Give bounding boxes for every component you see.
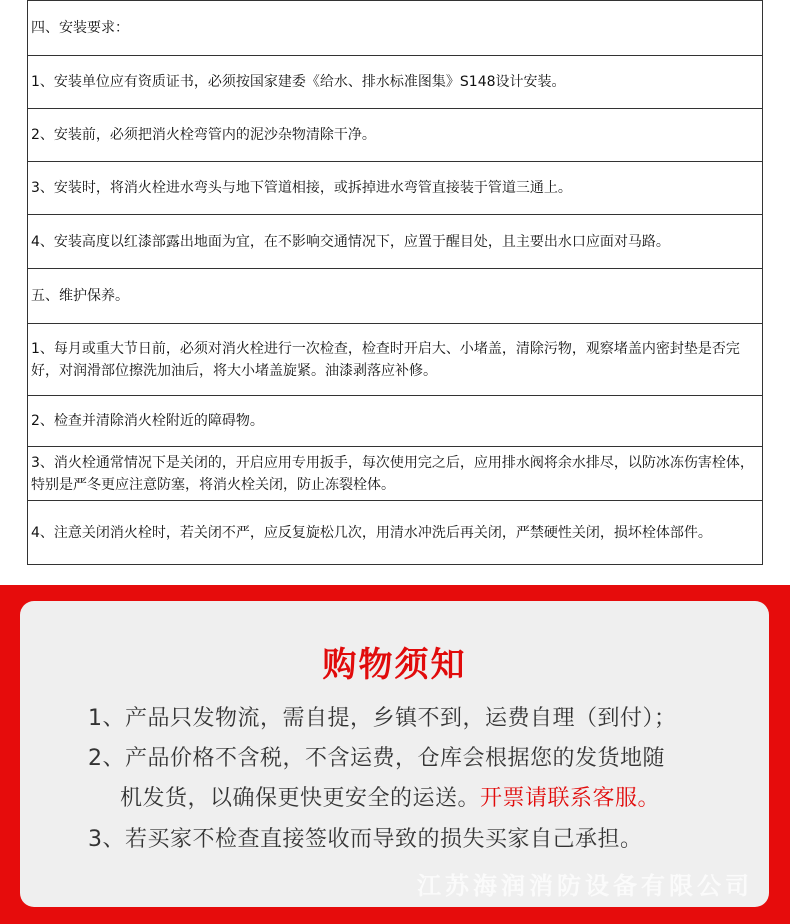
- install-item-4: 4、安装高度以红漆部露出地面为宜，在不影响交通情况下，应置于醒目处，且主要出水口应面对马路。: [28, 215, 763, 269]
- invoice-contact-highlight: 开票请联系客服。: [480, 786, 661, 811]
- notice-line-1: 1、产品只发物流，需自提，乡镇不到，运费自理（到付）；: [88, 706, 677, 731]
- table-row: [28, 396, 763, 447]
- table-row: [28, 324, 763, 396]
- table-row: [28, 56, 763, 109]
- table-row: [28, 109, 763, 162]
- notice-line-3: [120, 781, 660, 812]
- table-row: [28, 1, 763, 56]
- notice-line-2: 2、产品价格不含税，不含运费，仓库会根据您的发货地随: [88, 746, 665, 771]
- spec-table: [27, 0, 763, 565]
- maintenance-item-3: 3、消火栓通常情况下是关闭的，开启应用专用扳手，每次使用完之后，应用排水阀将余水排尽，以防冰冻伤害栓体，特别是严冬更应注意防塞，将消火栓关闭，防止冻裂栓体。: [28, 447, 763, 501]
- install-item-1: 1、安装单位应有资质证书，必须按国家建委《给水、排水标准图集》S148设计安装。: [28, 56, 763, 109]
- table-row: [28, 162, 763, 215]
- table-row: [28, 501, 763, 565]
- table-row: [28, 215, 763, 269]
- maintenance-item-4: 4、注意关闭消火栓时，若关闭不严，应反复旋松几次，用清水冲洗后再关闭，严禁硬性关闭，损坏栓体部件。: [28, 501, 763, 565]
- notice-line-4: 3、若买家不检查直接签收而导致的损失买家自己承担。: [88, 827, 643, 852]
- install-item-3: 3、安装时，将消火栓进水弯头与地下管道相接，或拆掉进水弯管直接装于管道三通上。: [28, 162, 763, 215]
- table-row: [28, 269, 763, 324]
- company-watermark: 江苏海润消防设备有限公司: [417, 872, 753, 900]
- maintenance-item-2: 2、检查并清除消火栓附近的障碍物。: [28, 396, 763, 447]
- table-row: [28, 447, 763, 501]
- shopping-notice-banner: [0, 585, 790, 924]
- maintenance-heading: 五、维护保养。: [28, 269, 763, 324]
- install-item-2: 2、安装前，必须把消火栓弯管内的泥沙杂物清除干净。: [28, 109, 763, 162]
- notice-title: 购物须知: [322, 645, 467, 685]
- notice-line-3-text: 机发货，以确保更快更安全的运送。: [120, 786, 481, 811]
- shopping-notice-card: [20, 601, 769, 907]
- maintenance-item-1: 1、每月或重大节日前，必须对消火栓进行一次检查，检查时开启大、小堵盖，清除污物，观察堵盖内密封垫是否完好，对润滑部位擦洗加油后，将大小堵盖旋紧。油漆剥落应补修。: [28, 324, 763, 396]
- install-heading: 四、安装要求：: [28, 1, 763, 56]
